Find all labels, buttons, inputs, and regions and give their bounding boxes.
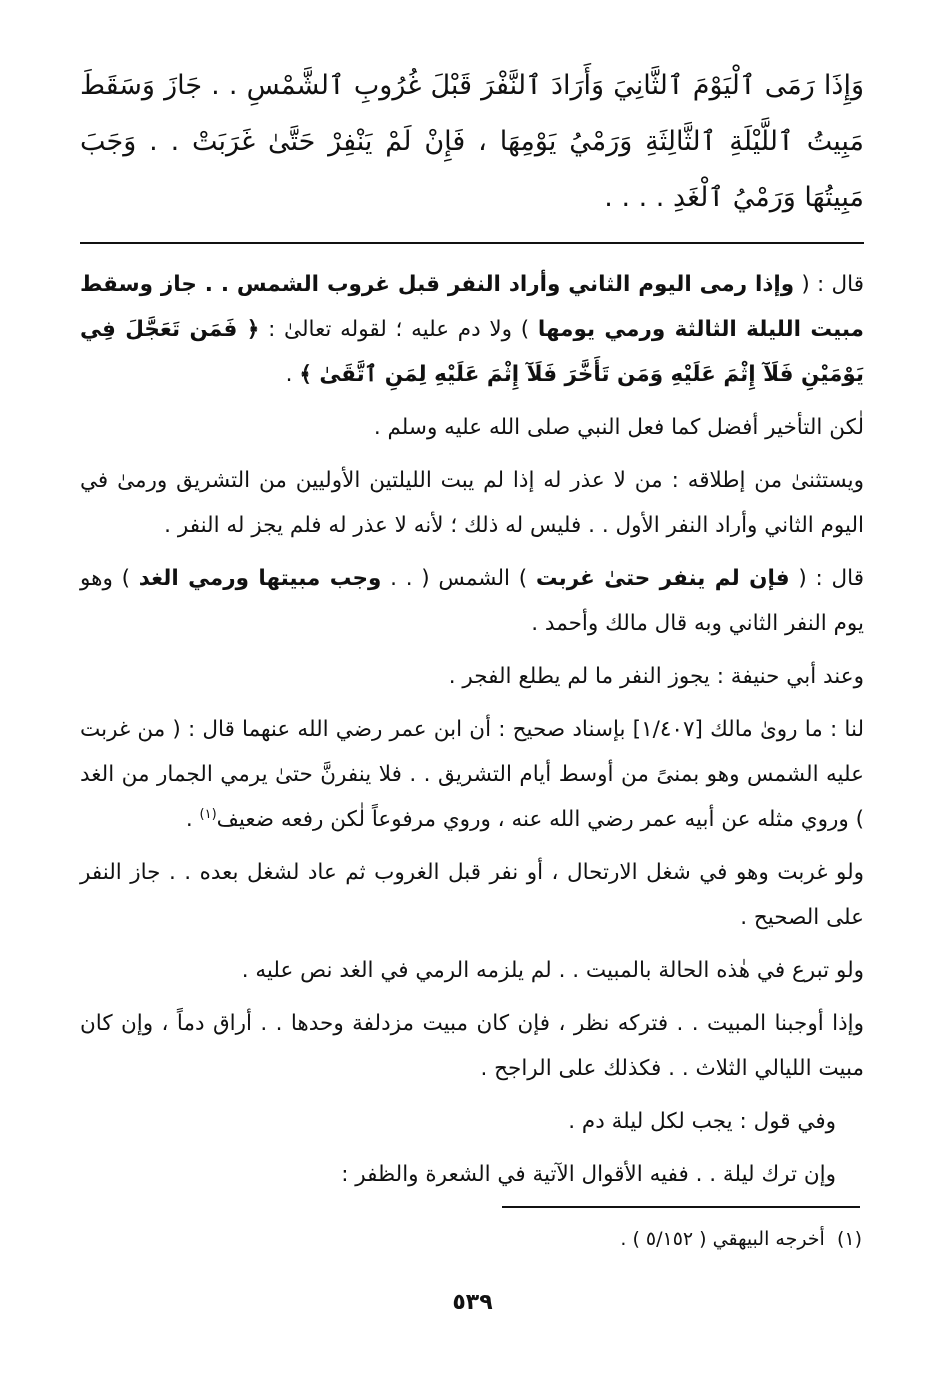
paragraph-3: ويستثنىٰ من إطلاقه : من لا عذر له إذا لم يبت الليلتين الأوليين من التشريق ورمىٰ في اليوم الثاني وأراد النفر الأول . . فليس له ذلك ؛ لأنه لا عذر له فلم يجز له النفر .	[80, 468, 864, 538]
quran-verse: ﴿ فَمَن تَعَجَّلَ فِي يَوْمَيْنِ فَلَآ إِثْمَ عَلَيْهِ وَمَن تَأَخَّرَ فَلَآ إِثْمَ عَلَيْهِ لِمَنِ ٱتَّقَىٰ ﴾	[80, 317, 864, 387]
p6-end: .	[185, 807, 200, 832]
footnote-text: أخرجه البيهقي ( ٥/١٥٢ ) .	[620, 1228, 825, 1250]
page-number: ٥٣٩	[452, 1290, 493, 1315]
paragraph-11: وإن ترك ليلة . . ففيه الأقوال الآتية في الشعرة والظفر :	[341, 1162, 836, 1187]
footnote-ref: (١)	[199, 806, 217, 822]
p4-quote-1: فإن لم ينفر حتىٰ غربت	[535, 566, 790, 591]
page-body	[80, 58, 864, 1205]
paragraph-8: ولو تبرع في هٰذه الحالة بالمبيت . . لم يلزمه الرمي في الغد نص عليه .	[241, 958, 864, 983]
p4-lead: قال : (	[789, 566, 864, 591]
p1-lead: قال : (	[794, 272, 864, 297]
matn-text: وَإِذَا رَمَى ٱلْيَوْمَ ٱلثَّانِيَ وَأَرَادَ ٱلنَّفْرَ قَبْلَ غُرُوبِ ٱلشَّمْسِ . . جَازَ وَسَقَطَ مَبِيتُ ٱللَّيْلَةِ ٱلثَّالِثَةِ وَرَمْيُ يَوْمِهَا ، فَإِنْ لَمْ يَنْفِرْ حَتَّىٰ غَرَبَتْ . . وَجَبَ مَبِيتُهَا وَرَمْيُ ٱلْغَدِ . . . .	[80, 70, 864, 213]
paragraph-10: وفي قول : يجب لكل ليلة دم .	[568, 1109, 836, 1134]
p1-quote: وإذا رمى اليوم الثاني وأراد النفر قبل غروب الشمس . . جاز وسقط مبيت الليلة الثالثة ورمي يومها	[80, 272, 864, 342]
p4-quote-2: وجب مبيتها ورمي الغد	[138, 566, 382, 591]
paragraph-4	[80, 556, 864, 646]
paragraph-6	[80, 707, 864, 842]
p4-mid: ) الشمس ( . .	[381, 566, 536, 591]
matn-divider	[80, 242, 864, 244]
paragraph-9: وإذا أوجبنا المبيت . . فتركه نظر ، فإن كان مبيت مزدلفة وحدها . . أراق دماً ، وإن كان مبيت الليالي الثلاث . . فكذلك على الراجح .	[80, 1011, 864, 1081]
footnote	[300, 1222, 862, 1256]
paragraph-5: وعند أبي حنيفة : يجوز النفر ما لم يطلع الفجر .	[448, 664, 864, 689]
footnote-divider	[502, 1206, 860, 1208]
p6-text: لنا : ما روىٰ مالك [١/٤٠٧] بإسناد صحيح : أن ابن عمر رضي الله عنهما قال : ( من غربت عليه الشمس وهو بمنىً من أوسط أيام التشريق . . فلا ينفرنَّ حتىٰ يرمي الجمار من الغد ) وروي مثله عن أبيه عمر رضي الله عنه ، وروي مرفوعاً لٰكن رفعه ضعيف	[80, 717, 864, 832]
footnote-marker: (١)	[836, 1228, 862, 1250]
paragraph-7: ولو غربت وهو في شغل الارتحال ، أو نفر قبل الغروب ثم عاد لشغل بعده . . جاز النفر على الصحيح .	[80, 860, 864, 930]
paragraph-2: لٰكن التأخير أفضل كما فعل النبي صلى الله عليه وسلم .	[373, 415, 864, 440]
paragraph-1	[80, 262, 864, 397]
p1-mid: ) ولا دم عليه ؛ لقوله تعالىٰ :	[259, 317, 538, 342]
p4-end: ) وهو يوم النفر الثاني وبه قال مالك وأحمد .	[80, 566, 864, 636]
p1-end: .	[285, 362, 300, 387]
